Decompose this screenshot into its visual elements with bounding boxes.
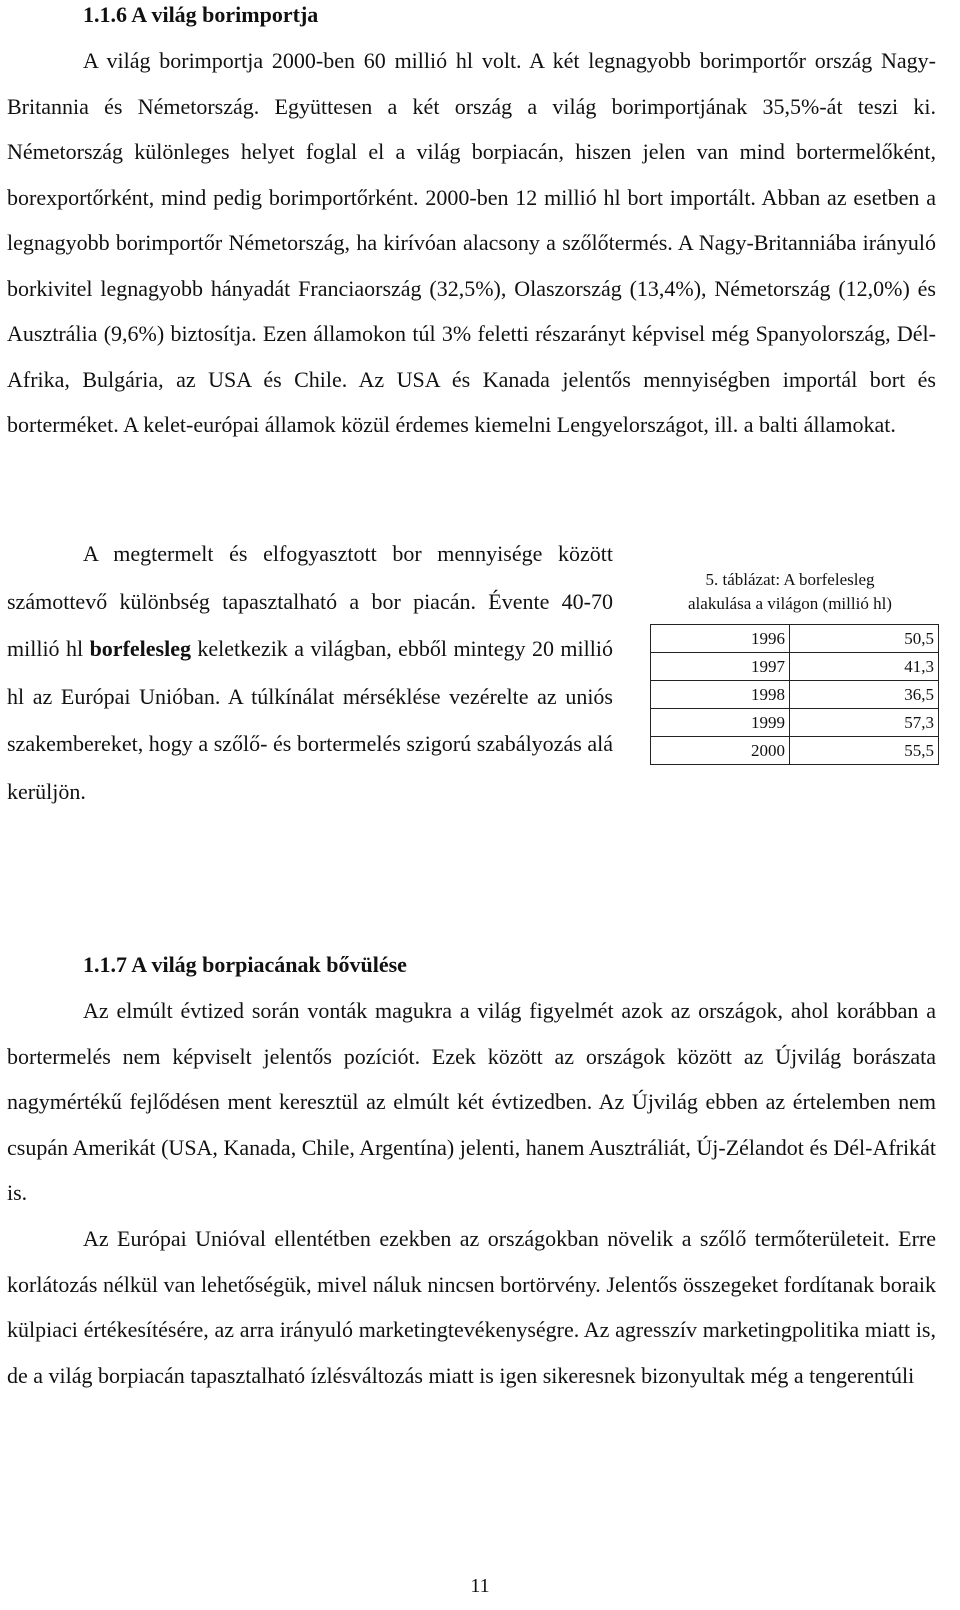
table-row	[651, 653, 939, 681]
table-row	[651, 625, 939, 653]
paragraph-new-world: Az elmúlt évtized során vonták magukra a világ figyelmét azok az országok, ahol korábban a bortermelés nem képviselt jelentős pozíciót. Ezek között az országok között az Újvilág borászata nagymértékű fejlődésen ment keresztül az elmúlt két évtizedben. Az Újvilág ebben az értelemben nem csupán Amerikát (USA, Kanada, Chile, Argentína) jelenti, hanem Ausztráliát, Új-Zélandot és Dél-Afrikát is.	[7, 998, 936, 1205]
value-cell: 57,3	[790, 709, 939, 737]
paragraph-text: keletkezik a világban, ebből mintegy 20 millió hl az Európai Unióban. A túlkínálat mérséklése vezérelte az uniós szakembereket, hogy a szőlő- és bortermelés szigorú szabályozás alá kerüljön.	[7, 636, 613, 804]
section-heading-1-1-6: 1.1.6 A világ borimportja	[83, 2, 319, 27]
paragraph-text: A megtermelt és elfogyasztott bor mennyisége között számottevő különbség tapasztalható a bor piacán. Évente 40-70 millió hl	[7, 541, 613, 661]
table-row	[651, 737, 939, 765]
year-cell: 1996	[651, 625, 790, 653]
page-number: 11	[470, 1575, 490, 1597]
section-heading-1-1-7: 1.1.7 A világ borpiacának bővülése	[83, 952, 407, 977]
value-cell: 50,5	[790, 625, 939, 653]
table-row	[651, 709, 939, 737]
value-cell: 41,3	[790, 653, 939, 681]
bold-term-borfelesleg: borfelesleg	[89, 636, 191, 661]
table-row	[651, 681, 939, 709]
year-cell: 1998	[651, 681, 790, 709]
table-caption-line: 5. táblázat: A borfelesleg	[705, 570, 875, 589]
table-caption	[640, 568, 940, 616]
table-caption-line: alakulása a világon (millió hl)	[688, 594, 892, 613]
year-cell: 2000	[651, 737, 790, 765]
year-cell: 1999	[651, 709, 790, 737]
wine-surplus-table	[650, 624, 939, 765]
value-cell: 55,5	[790, 737, 939, 765]
paragraph-marketing: Az Európai Unióval ellentétben ezekben az országokban növelik a szőlő termőterületeit. Erre korlátozás nélkül van lehetőségük, mivel náluk nincsen bortörvény. Jelentős összegeket fordítanak boraik külpiaci értékesítésére, az arra irányuló marketingtevékenységre. Az agresszív marketingpolitika miatt is, de a világ borpiacán tapasztalható ízlésváltozás miatt is igen sikeresnek bizonyultak még a tengerentúli	[7, 1226, 936, 1388]
paragraph-wine-import: A világ borimportja 2000-ben 60 millió hl volt. A két legnagyobb borimportőr ország Nagy-Britannia és Németország. Együttesen a két ország a világ borimportjának 35,5%-át teszi ki. Németország különleges helyet foglal el a világ borpiacán, hiszen jelen van mind bortermelőként, borexportőrként, mind pedig borimportőrként. 2000-ben 12 millió hl bort importált. Abban az esetben a legnagyobb borimportőr Németország, ha kirívóan alacsony a szőlőtermés. A Nagy-Britanniába irányuló borkivitel legnagyobb hányadát Franciaország (32,5%), Olaszország (13,4%), Németország (12,0%) és Ausztrália (9,6%) biztosítja. Ezen államokon túl 3% feletti részarányt képvisel még Spanyolország, Dél-Afrika, Bulgária, az USA és Chile. Az USA és Kanada jelentős mennyiségben importál bort és borterméket. A kelet-európai államok közül érdemes kiemelni Lengyelországot, ill. a balti államokat.	[7, 48, 936, 437]
paragraph-wine-surplus	[7, 530, 613, 815]
value-cell: 36,5	[790, 681, 939, 709]
year-cell: 1997	[651, 653, 790, 681]
